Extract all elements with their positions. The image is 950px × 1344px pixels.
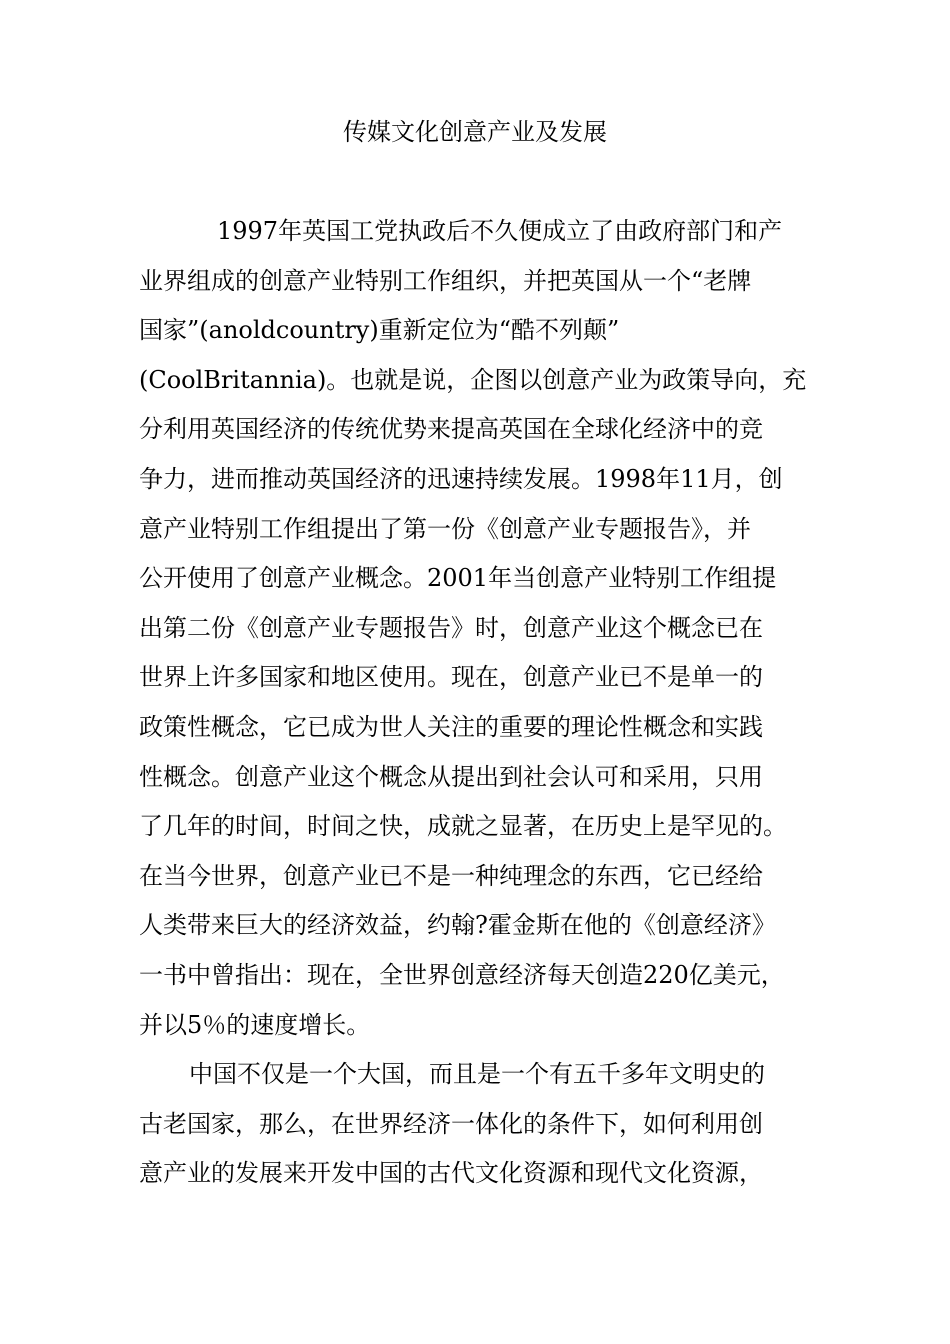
paragraph-1-line: 了几年的时间，时间之快，成就之显著，在历史上是罕见的。 bbox=[139, 812, 787, 841]
paragraph-1-line: (CoolBritannia)。也就是说，企图以创意产业为政策导向，充 bbox=[139, 365, 807, 394]
paragraph-1-line: 公开使用了创意产业概念。2001年当创意产业特别工作组提 bbox=[139, 564, 777, 593]
document-title: 传媒文化创意产业及发展 bbox=[343, 118, 607, 146]
paragraph-1-line: 1997年英国工党执政后不久便成立了由政府部门和产 bbox=[217, 217, 783, 245]
paragraph-2-line: 意产业的发展来开发中国的古代文化资源和现代文化资源， bbox=[139, 1159, 763, 1188]
paragraph-1-line: 一书中曾指出：现在，全世界创意经济每天创造220亿美元， bbox=[139, 960, 785, 989]
document-body bbox=[139, 207, 829, 1199]
paragraph-2-line: 古老国家，那么，在世界经济一体化的条件下，如何利用创 bbox=[139, 1109, 763, 1138]
paragraph-1-line: 出第二份《创意产业专题报告》时，创意产业这个概念已在 bbox=[139, 613, 763, 642]
paragraph-1-line: 分利用英国经济的传统优势来提高英国在全球化经济中的竞 bbox=[139, 415, 763, 444]
paragraph-1-line: 政策性概念，它已成为世人关注的重要的理论性概念和实践 bbox=[139, 712, 763, 741]
paragraph-1-line: 业界组成的创意产业特别工作组织，并把英国从一个“老牌 bbox=[139, 266, 752, 295]
paragraph-1-line: 人类带来巨大的经济效益，约翰?霍金斯在他的《创意经济》 bbox=[139, 911, 776, 940]
paragraph-1-line: 并以5％的速度增长。 bbox=[139, 1010, 371, 1039]
paragraph-1-line: 在当今世界，创意产业已不是一种纯理念的东西，它已经给 bbox=[139, 861, 763, 890]
paragraph-2-line: 中国不仅是一个大国，而且是一个有五千多年文明史的 bbox=[189, 1060, 765, 1089]
paragraph-1-line: 意产业特别工作组提出了第一份《创意产业专题报告》，并 bbox=[139, 514, 751, 543]
paragraph-1-line: 世界上许多国家和地区使用。现在，创意产业已不是单一的 bbox=[139, 663, 763, 692]
paragraph-1-line: 争力，进而推动英国经济的迅速持续发展。1998年11月，创 bbox=[139, 464, 783, 493]
paragraph-1-line: 性概念。创意产业这个概念从提出到社会认可和采用，只用 bbox=[139, 762, 763, 791]
paragraph-1-line: 国家”(anoldcountry)重新定位为“酷不列颠” bbox=[139, 316, 620, 345]
